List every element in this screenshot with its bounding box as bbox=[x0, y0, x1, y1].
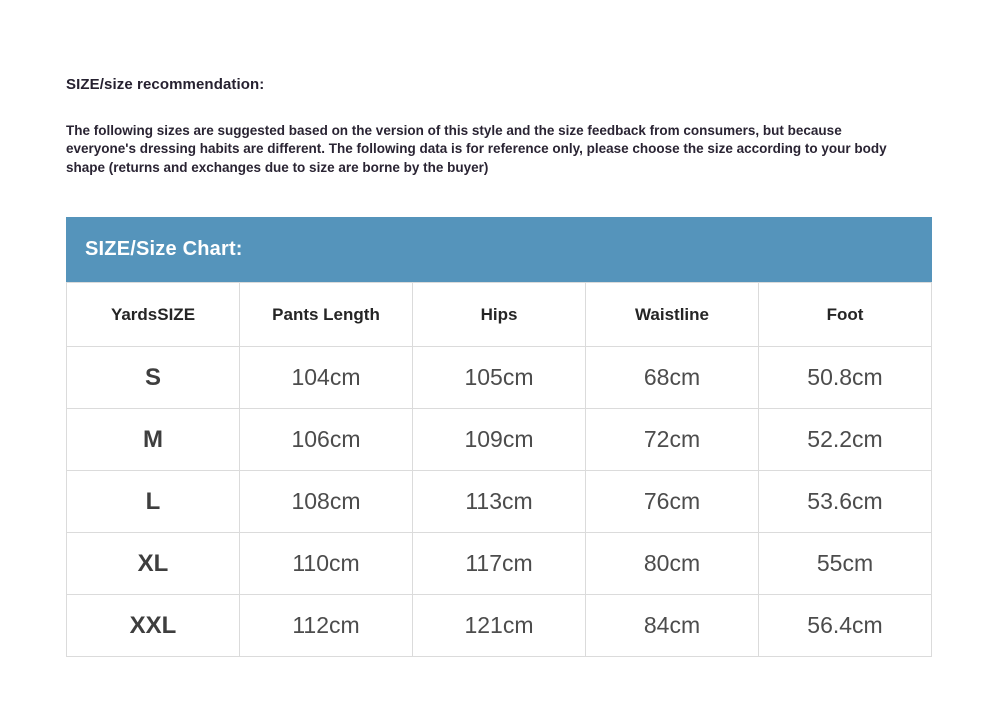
cell-pants-length: 104cm bbox=[240, 347, 413, 409]
cell-waistline: 76cm bbox=[586, 471, 759, 533]
column-header-foot: Foot bbox=[759, 283, 932, 347]
cell-pants-length: 108cm bbox=[240, 471, 413, 533]
size-recommendation-paragraph: The following sizes are suggested based on the version of this style and the size feedback from consumers, but because everyone's dressing habits are different. The following data is for reference only, please choose the size according to your body shape (returns and exchanges due to size are borne by the buyer) bbox=[66, 123, 887, 175]
column-header-hips: Hips bbox=[413, 283, 586, 347]
size-chart-table-head bbox=[67, 283, 932, 347]
cell-hips: 113cm bbox=[413, 471, 586, 533]
cell-pants-length: 110cm bbox=[240, 533, 413, 595]
table-row-l bbox=[67, 471, 932, 533]
size-chart-banner bbox=[66, 217, 932, 282]
size-chart-table-body bbox=[67, 347, 932, 657]
cell-hips: 109cm bbox=[413, 409, 586, 471]
page-content bbox=[66, 0, 932, 657]
column-header-waistline: Waistline bbox=[586, 283, 759, 347]
cell-hips: 105cm bbox=[413, 347, 586, 409]
table-row-m bbox=[67, 409, 932, 471]
cell-pants-length: 106cm bbox=[240, 409, 413, 471]
cell-pants-length: 112cm bbox=[240, 595, 413, 657]
cell-foot: 55cm bbox=[759, 533, 932, 595]
cell-foot: 56.4cm bbox=[759, 595, 932, 657]
cell-size: S bbox=[67, 347, 240, 409]
table-header-row bbox=[67, 283, 932, 347]
table-row-xl bbox=[67, 533, 932, 595]
column-header-pants-length: Pants Length bbox=[240, 283, 413, 347]
cell-waistline: 80cm bbox=[586, 533, 759, 595]
cell-hips: 117cm bbox=[413, 533, 586, 595]
size-chart-banner-title: SIZE/Size Chart: bbox=[85, 238, 243, 261]
column-header-yards-size: YardsSIZE bbox=[67, 283, 240, 347]
cell-size: XL bbox=[67, 533, 240, 595]
cell-foot: 50.8cm bbox=[759, 347, 932, 409]
cell-size: XXL bbox=[67, 595, 240, 657]
cell-waistline: 72cm bbox=[586, 409, 759, 471]
size-recommendation-heading: SIZE/size recommendation: bbox=[66, 76, 265, 93]
cell-waistline: 84cm bbox=[586, 595, 759, 657]
cell-size: M bbox=[67, 409, 240, 471]
size-chart-table bbox=[66, 282, 932, 657]
table-row-xxl bbox=[67, 595, 932, 657]
cell-hips: 121cm bbox=[413, 595, 586, 657]
cell-foot: 53.6cm bbox=[759, 471, 932, 533]
cell-foot: 52.2cm bbox=[759, 409, 932, 471]
cell-size: L bbox=[67, 471, 240, 533]
table-row-s bbox=[67, 347, 932, 409]
cell-waistline: 68cm bbox=[586, 347, 759, 409]
